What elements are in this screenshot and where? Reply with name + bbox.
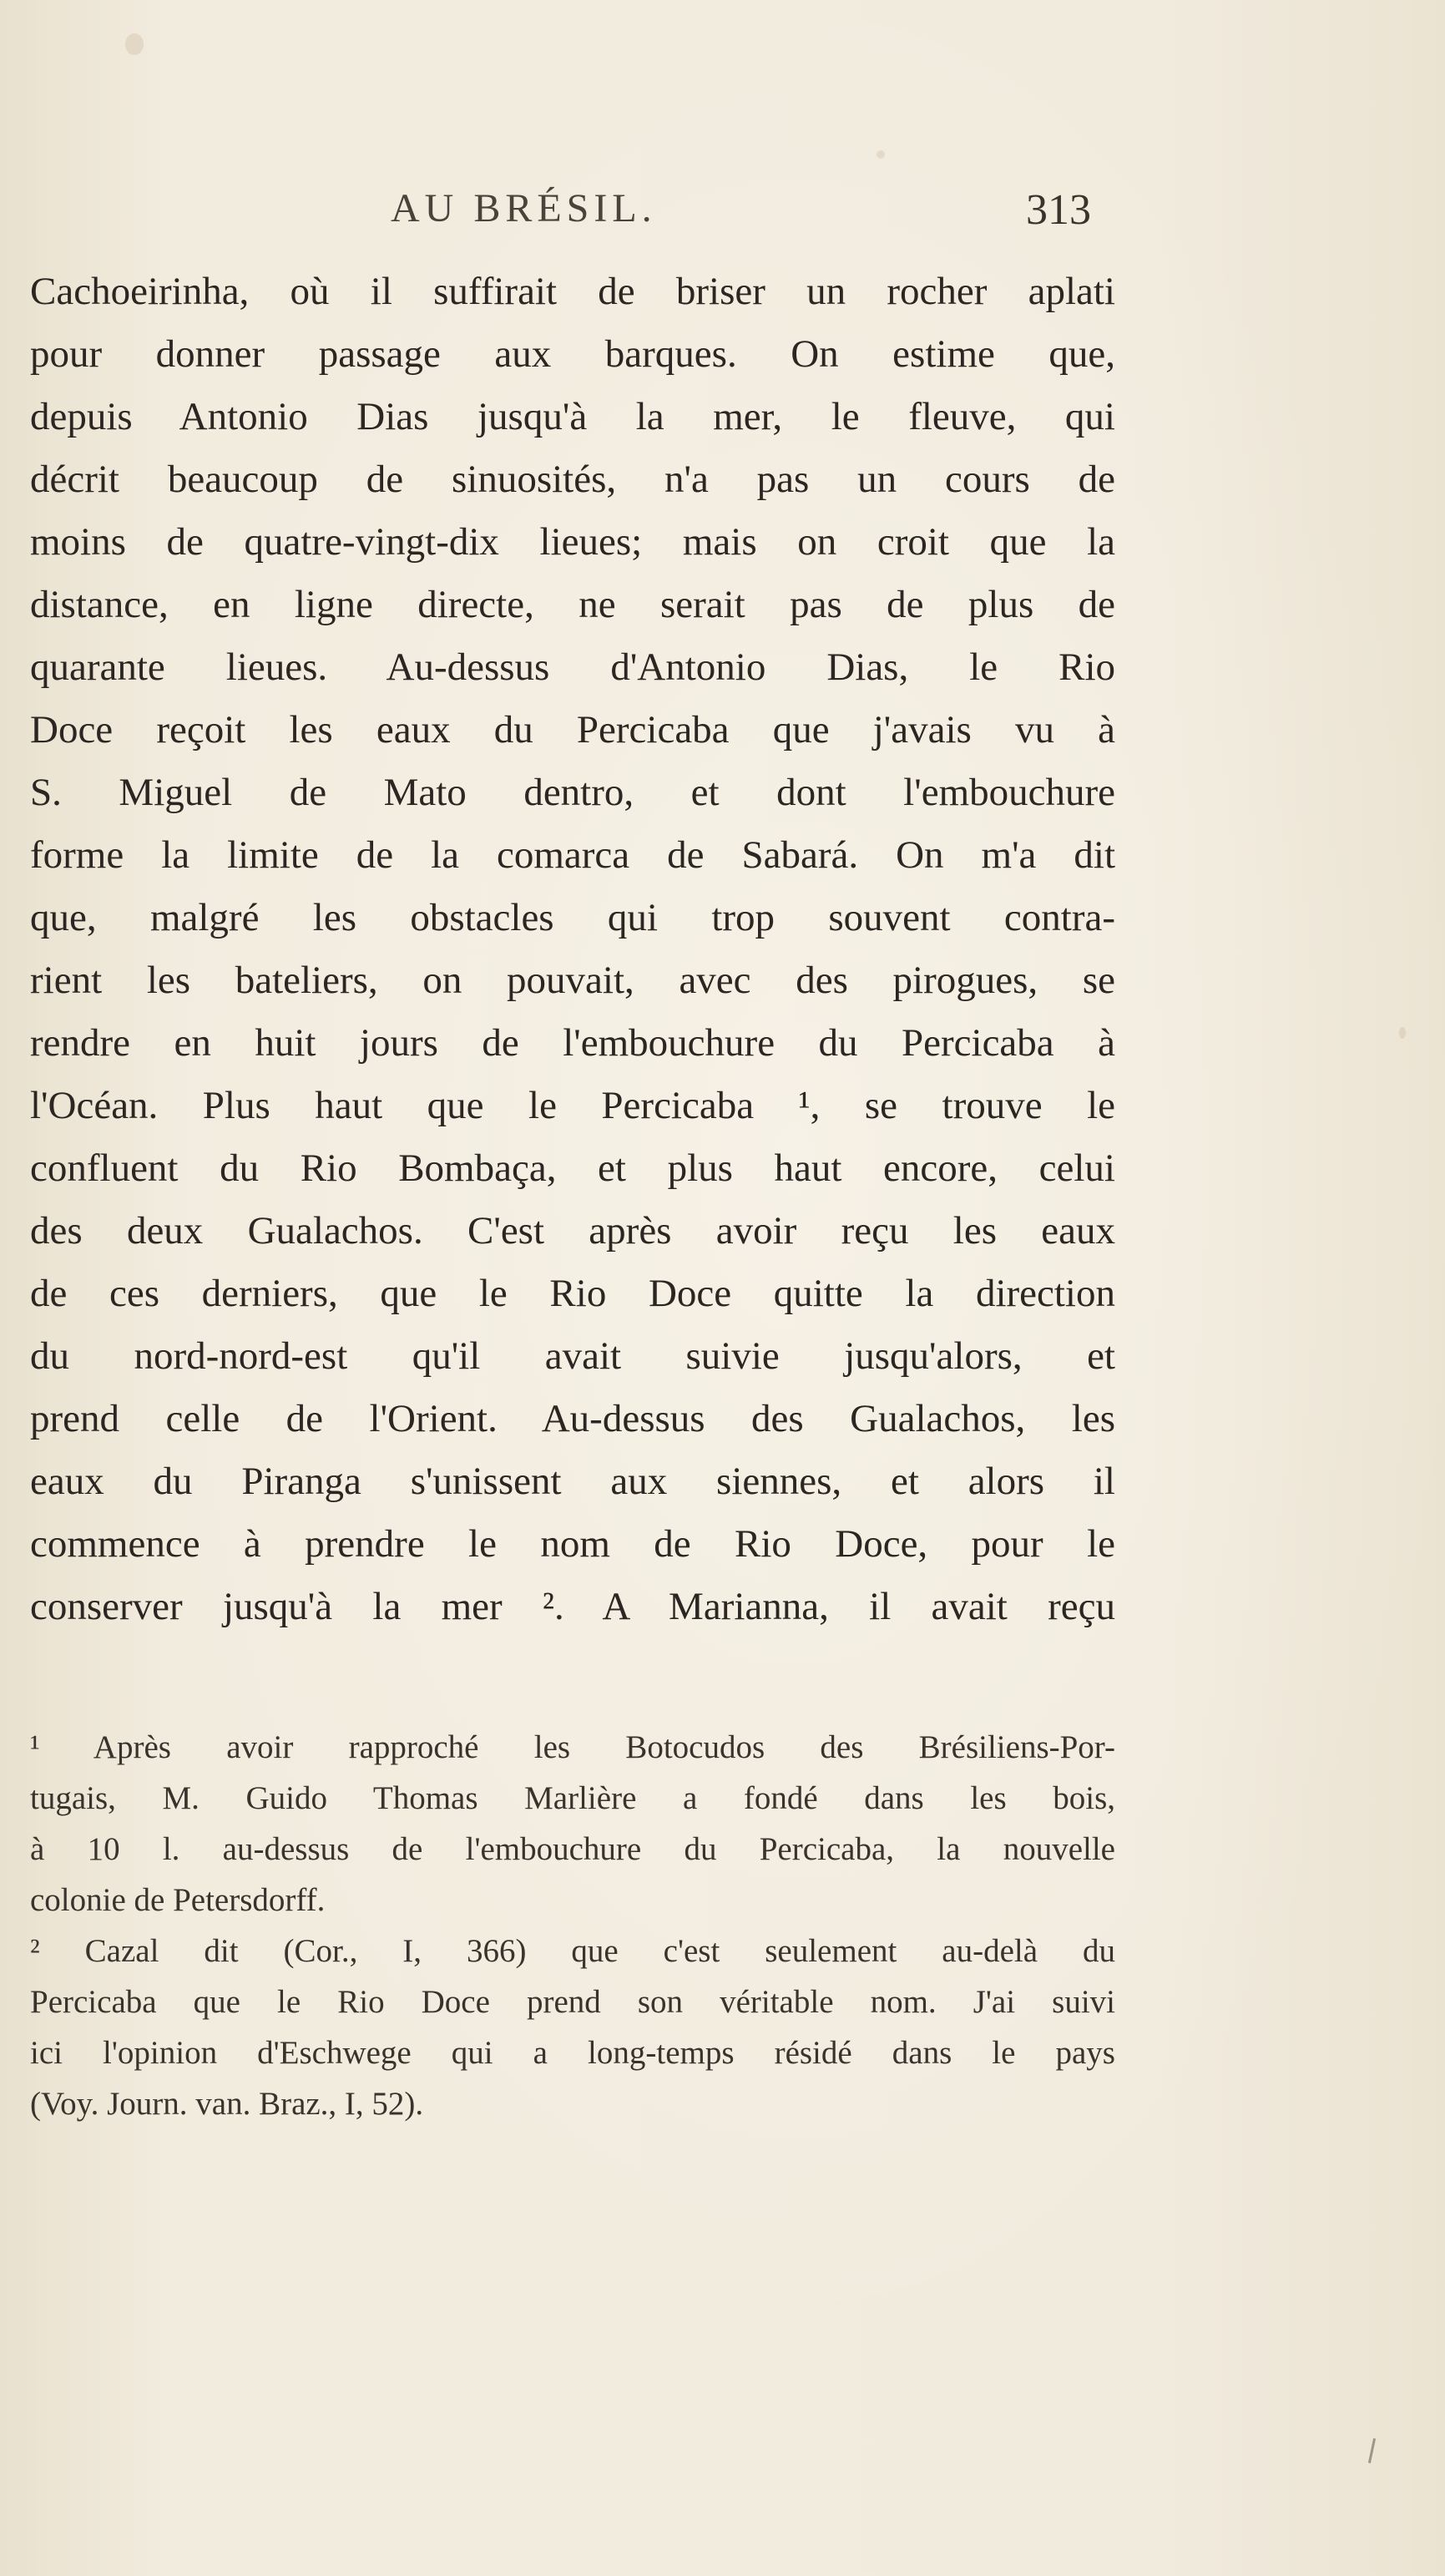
text-line: l'Océan. Plus haut que le Percicaba ¹, se trouve le (30, 1084, 1115, 1127)
text-line: forme la limite de la comarca de Sabará. On m'a dit (30, 833, 1115, 877)
text-line: commence à prendre le nom de Rio Doce, pour le (30, 1522, 1115, 1566)
text-line: moins de quatre-vingt-dix lieues; mais on croit que la (30, 520, 1115, 564)
text-line: quarante lieues. Au-dessus d'Antonio Dias, le Rio (30, 645, 1115, 689)
footnote-line: Percicaba que le Rio Doce prend son véritable nom. J'ai suivi (30, 1984, 1115, 2020)
text-line: pour donner passage aux barques. On estime que, (30, 332, 1115, 376)
page-number: 313 (1026, 186, 1091, 234)
footnote-line: à 10 l. au-dessus de l'embouchure du Percicaba, la nouvelle (30, 1831, 1115, 1867)
text-line: conserver jusqu'à la mer ². A Marianna, il avait reçu (30, 1585, 1115, 1628)
footnote-line: tugais, M. Guido Thomas Marlière a fondé dans les bois, (30, 1780, 1115, 1816)
text-line: de ces derniers, que le Rio Doce quitte la direction (30, 1272, 1115, 1315)
text-line: depuis Antonio Dias jusqu'à la mer, le fleuve, qui (30, 395, 1115, 438)
text-line: prend celle de l'Orient. Au-dessus des Gualachos, les (30, 1397, 1115, 1440)
text-line: confluent du Rio Bombaça, et plus haut encore, celui (30, 1146, 1115, 1190)
running-head: AU BRÉSIL. (391, 186, 657, 230)
footnotes (30, 1722, 1115, 2129)
margin-mark (1368, 2438, 1376, 2463)
text-line: eaux du Piranga s'unissent aux siennes, et alors il (30, 1460, 1115, 1503)
body-text (30, 261, 1115, 1638)
footnote-line: (Voy. Journ. van. Braz., I, 52). (30, 2086, 424, 2122)
text-line: Doce reçoit les eaux du Percicaba que j'avais vu à (30, 708, 1115, 752)
paper-stain (877, 150, 885, 159)
text-line: Cachoeirinha, où il suffirait de briser un rocher aplati (30, 270, 1115, 313)
footnote-line: colonie de Petersdorff. (30, 1882, 326, 1918)
footnote-line: ici l'opinion d'Eschwege qui a long-temps résidé dans le pays (30, 2035, 1115, 2071)
text-line: rient les bateliers, on pouvait, avec des pirogues, se (30, 959, 1115, 1002)
text-line: S. Miguel de Mato dentro, et dont l'embouchure (30, 771, 1115, 814)
text-line: distance, en ligne directe, ne serait pas de plus de (30, 583, 1115, 626)
text-line: du nord-nord-est qu'il avait suivie jusqu'alors, et (30, 1334, 1115, 1378)
text-line: décrit beaucoup de sinuosités, n'a pas un cours de (30, 458, 1115, 501)
text-line: que, malgré les obstacles qui trop souvent contra- (30, 896, 1115, 939)
footnote-line: ² Cazal dit (Cor., I, 366) que c'est seulement au-delà du (30, 1933, 1115, 1969)
text-line: des deux Gualachos. C'est après avoir reçu les eaux (30, 1209, 1115, 1253)
page-header (30, 185, 1115, 244)
paper-stain (125, 33, 144, 55)
text-line: rendre en huit jours de l'embouchure du Percicaba à (30, 1021, 1115, 1065)
paper-stain (1399, 1027, 1406, 1039)
footnote-line: ¹ Après avoir rapproché les Botocudos des Brésiliens-Por- (30, 1729, 1115, 1765)
